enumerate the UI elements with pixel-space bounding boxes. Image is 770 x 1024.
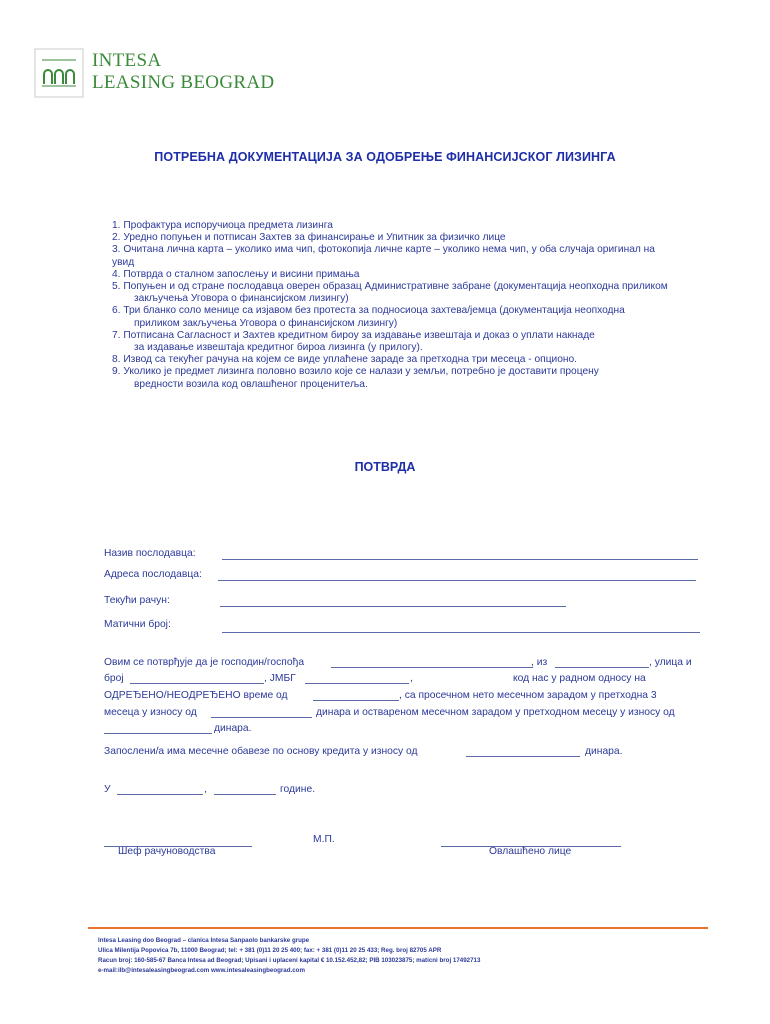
company-logo (34, 48, 274, 100)
logo-line-1: INTESA (92, 50, 162, 71)
average-salary-field[interactable] (211, 717, 312, 718)
date-field[interactable] (214, 794, 276, 795)
logo-wordmark (92, 50, 274, 94)
statement-dinars-text: динара. (214, 723, 252, 734)
list-item: 3. Очитана лична карта – уколико има чип, фотокопија личне карте – уколико нема чип, у оба случаја оригинал на (112, 244, 655, 256)
statement-line1-text: Овим се потврђује да је господин/госпођа (104, 657, 305, 668)
statement-salary-text: , са просечном нето месечном зарадом у претходна 3 (399, 690, 657, 701)
intesa-arches-logo-icon (34, 48, 84, 98)
list-item: 4. Потврда о сталном запослењу и висини примања (112, 268, 360, 280)
registration-number-field[interactable] (222, 632, 700, 633)
statement-last-month-text: динара и оствареном месечном зарадом у претходном месецу у износу од (316, 707, 675, 718)
place-field[interactable] (117, 794, 203, 795)
last-month-salary-field[interactable] (104, 733, 212, 734)
place-prefix-text: У (104, 784, 111, 795)
statement-number-text: број (104, 673, 124, 684)
list-item-continuation: приликом закључења Уговора о финансијском лизингу) (134, 317, 398, 329)
jmbg-field[interactable] (305, 683, 409, 684)
list-item: 2. Уредно попуњен и потписан Захтев за финансирање и Упитник за физичко лице (112, 232, 506, 244)
authorized-person-label: Овлашћено лице (489, 846, 572, 857)
footer-line-3: Racun broj: 160-585-67 Banca Intesa ad Beograd; Upisani i uplaceni kapital € 10.152.452,82; PIB 103023875; maticni broj 17492713 (98, 957, 481, 964)
employer-name-label: Назив послодавца: (104, 548, 196, 559)
statement-employment-text: код нас у радном односу на (513, 673, 646, 684)
footer-divider (88, 927, 708, 929)
accountant-label: Шеф рачуноводства (118, 846, 216, 857)
statement-period-text: ОДРЕЂЕНО/НЕОДРЕЂЕНО време од (104, 690, 288, 701)
footer-line-1: Intesa Leasing doo Beograd – clanica Intesa Sanpaolo bankarske grupe (98, 937, 310, 944)
document-title: ПОТРЕБНА ДОКУМЕНТАЦИЈА ЗА ОДОБРЕЊЕ ФИНАНСИЈСКОГ ЛИЗИНГА (154, 150, 616, 164)
place-separator-text: , (204, 784, 207, 795)
year-suffix-text: године. (280, 784, 316, 795)
logo-line-2: LEASING BEOGRAD (92, 72, 275, 93)
list-item: 5. Попуњен и од стране послодавца оверен образац Административне забране (документација неопходна приликом (112, 281, 668, 293)
list-item-continuation: закључења Уговора о финансијском лизингу) (134, 293, 349, 305)
list-item-continuation: увид (112, 256, 135, 268)
list-item: 7. Потписана Сагласност и Захтев кредитном бироу за издавање извештаја и доказ о уплати накнаде (112, 329, 595, 341)
employment-start-field[interactable] (313, 700, 399, 701)
city-field[interactable] (555, 667, 649, 668)
street-number-field[interactable] (130, 683, 264, 684)
required-documents-list (112, 220, 752, 391)
current-account-label: Текући рачун: (104, 595, 170, 606)
list-item: 9. Уколико је предмет лизинга половно возило које се налази у земљи, потребно је доставити процену (112, 366, 599, 378)
confirmation-title: ПОТВРДА (354, 460, 416, 474)
footer-line-2: Ulica Milentija Popovica 7b, 11000 Beograd; tel: + 381 (0)11 20 25 400; fax: + 381 (0)11 20 25 433; Reg. broj 82705 APR (98, 947, 442, 954)
statement-street-text: , улица и (649, 657, 692, 668)
statement-from-text: , из (531, 657, 548, 668)
stamp-label: М.П. (313, 834, 335, 845)
list-item-continuation: вредности возила код овлашћеног проценитеља. (134, 378, 368, 390)
obligations-amount-field[interactable] (466, 756, 580, 757)
list-item: 1. Профактура испоручиоца предмета лизинга (112, 220, 333, 231)
statement-jmbg-text: , ЈМБГ (264, 673, 296, 684)
person-name-field[interactable] (331, 667, 533, 668)
statement-comma-text: , (410, 673, 413, 684)
current-account-field[interactable] (220, 606, 566, 607)
footer-line-4: e-mail:ilb@intesaleasingbeograd.com www.intesaleasingbeograd.com (98, 967, 305, 974)
list-item: 6. Три бланко соло менице са изјавом без протеста за подносиоца захтева/јемца (документација неопходна (112, 305, 625, 317)
obligations-dinars-text: динара. (585, 746, 623, 757)
employer-address-field[interactable] (218, 580, 696, 581)
registration-number-label: Матични број: (104, 619, 171, 630)
employer-address-label: Адреса послодавца: (104, 569, 202, 580)
list-item: 8. Извод са текућег рачуна на којем се виде уплаћене зараде за претходна три месеца - опционо. (112, 354, 578, 366)
list-item-continuation: за издавање извештаја кредитног бироа лизинга (у прилогу). (134, 342, 423, 354)
employer-name-field[interactable] (222, 559, 698, 560)
statement-amount-text: месеца у износу од (104, 707, 197, 718)
company-footer (98, 936, 480, 976)
obligations-text: Запослени/а има месечне обавезе по основу кредита у износу од (104, 746, 418, 757)
